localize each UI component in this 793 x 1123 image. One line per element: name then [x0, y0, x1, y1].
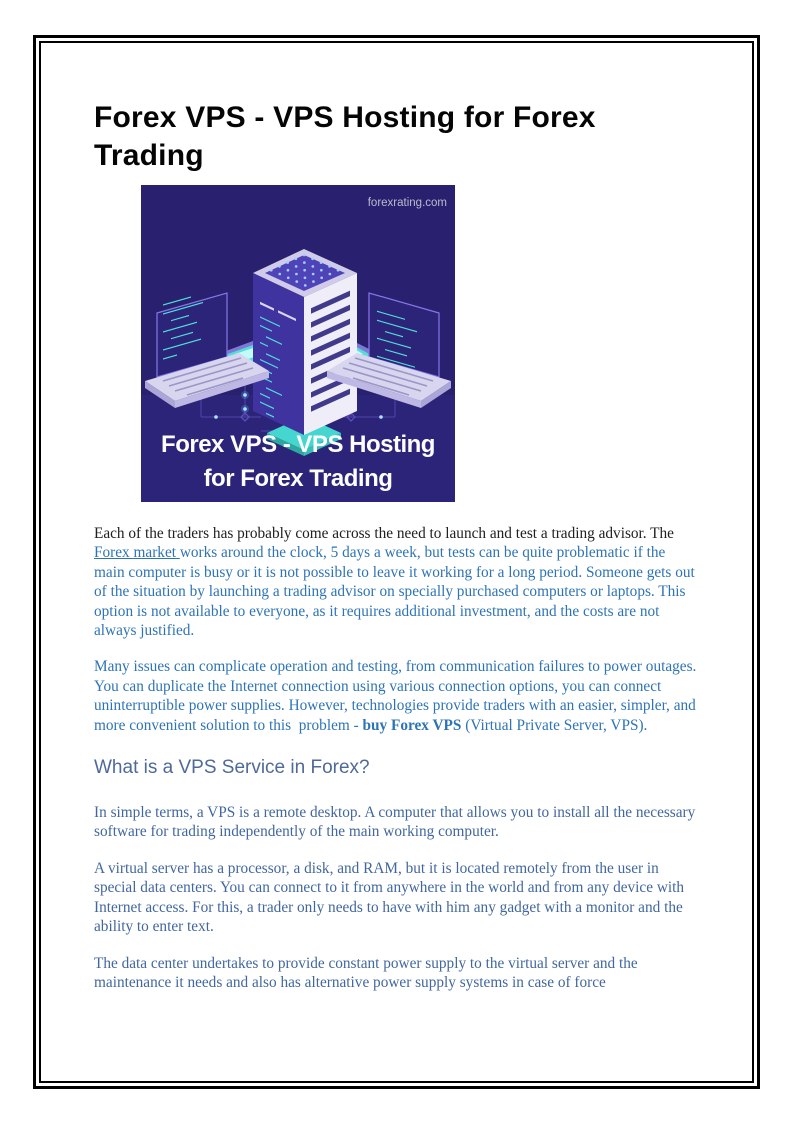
page-border-inner [39, 41, 754, 1083]
intro-text-blue: works around the clock, 5 days a week, but tests can be quite problematic if the main computer is busy or it is not possible to leave it working for a long period. Someone gets out of the situation by launching a trading advisor on specially purchased computers or laptops. This option is not available to everyone, as it requires additional investment, and the costs are not always justified. [94, 544, 699, 640]
issues-paragraph [94, 657, 698, 735]
illustration-caption-line1: Forex VPS - VPS Hosting [161, 431, 435, 458]
page-title-line2: Trading [94, 139, 204, 172]
server-icon [253, 249, 357, 435]
vps-definition-paragraph: In simple terms, a VPS is a remote desktop. A computer that allows you to install all the necessary software for trading independently of the main working computer. [94, 804, 700, 841]
vps-illustration-graphic [141, 185, 455, 502]
intro-paragraph [94, 524, 698, 640]
page-content [94, 43, 700, 1009]
intro-text-dark: Each of the traders has probably come across the need to launch and test a trading advisor. The [94, 525, 678, 542]
page-title-line1: Forex VPS - VPS Hosting for Forex [94, 101, 596, 134]
forex-market-link[interactable]: Forex market [94, 544, 180, 562]
illustration-caption-line2: for Forex Trading [203, 465, 393, 492]
buy-forex-vps-bold-text: buy Forex VPS [362, 716, 462, 734]
article-body [94, 524, 700, 992]
issues-text-tail: (Virtual Private Server, VPS). [461, 716, 648, 734]
virtual-server-paragraph: A virtual server has a processor, a disk, and RAM, but it is located remotely from the user in special data centers. You can connect to it from anywhere in the world and from any device with Internet access. For this, a trader only needs to have with him any gadget with a monitor and the ability to enter text. [94, 859, 688, 936]
page-title [94, 99, 700, 175]
page-border-outer [33, 35, 760, 1089]
watermark-text: forexrating.com [367, 197, 447, 209]
hero-illustration [141, 185, 455, 502]
section-heading-what-is-vps: What is a VPS Service in Forex? [94, 757, 370, 779]
data-center-paragraph: The data center undertakes to provide constant power supply to the virtual server and the maintenance it needs and also has alternative power supply systems in case of force [94, 954, 642, 991]
issues-text: Many issues can complicate operation and testing, from communication failures to power outages. You can duplicate the Internet connection using various connection options, you can connect uninterruptible power supplies. However, technologies provide traders with an easier, simpler, and more convenient solution to this problem - [94, 658, 700, 734]
